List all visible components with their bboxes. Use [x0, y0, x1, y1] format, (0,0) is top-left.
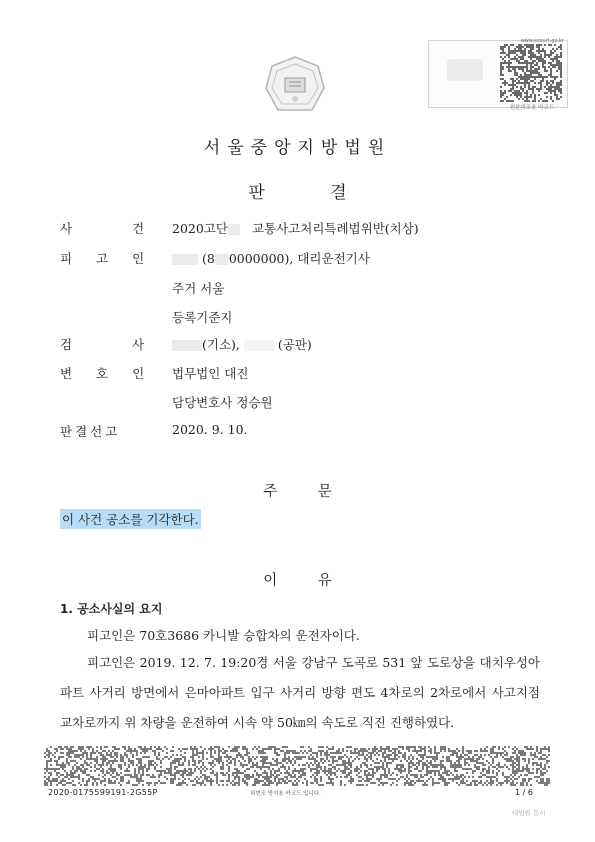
order-title: 주 문 [263, 484, 332, 500]
court-name: 서울중앙지방법원 [203, 138, 392, 158]
reasons-heading: 1. 공소사실의 요지 [60, 602, 163, 616]
watermark: 대법원 문서 [512, 809, 546, 817]
case-number-prefix: 2020고단 [172, 221, 228, 236]
page-number: 1 / 6 [515, 788, 533, 797]
case-label: 사 건 [60, 221, 145, 236]
prosecutor-names [172, 335, 312, 353]
sentence-date: 2020. 9. 10. [172, 422, 248, 437]
defendant-label: 피 고 인 [60, 251, 145, 266]
reasons-paragraph-2-text: 피고인은 2019. 12. 7. 19:20경 서울 강남구 도곡로 531 앞 도로상을 대치우성아파트 사거리 방면에서 은마아파트 입구 사거리 방향 편도 4차로의 2차로에서 사고지점 교차로까지 위 차량을 운전하여 시속 약 50㎞의 속도로 직진 진행하였다. [60, 655, 540, 730]
reasons-paragraph-2 [60, 648, 540, 738]
qr-url: www.scourt.go.kr [520, 38, 564, 44]
case-number [172, 219, 419, 237]
anti-forgery-barcode-icon [44, 746, 550, 786]
defendant-address: 주거 서울 [172, 281, 225, 296]
verification-barcode-icon [500, 44, 562, 102]
qr-label: 원본대조용 바코드 [509, 105, 555, 111]
sentence-label: 판결선고 [60, 424, 121, 439]
case-name: 교통사고처리특례법위반(치상) [251, 221, 419, 236]
reasons-paragraph-1 [60, 621, 540, 651]
counsel-firm: 법무법인 대진 [172, 366, 249, 381]
reasons-paragraph-1-text: 피고인은 70호3686 카니발 승합차의 운전자이다. [87, 628, 360, 643]
defendant-identity [172, 249, 370, 267]
defendant-registered: 등록기준지 [172, 310, 233, 325]
document-title: 판 결 [248, 183, 347, 203]
prosecutor-label: 검 사 [60, 337, 145, 352]
counsel-lawyer: 담당변호사 정승원 [172, 395, 273, 410]
reasons-title: 이 유 [263, 573, 332, 589]
counsel-label: 변 호 인 [60, 366, 145, 381]
barcode-note: 위변조 방지용 바코드 입니다. [250, 791, 321, 797]
defendant-id-open: (8 [201, 251, 215, 266]
defendant-id-tail: 0000000), [228, 251, 294, 266]
document-id: 2020-0175599191-2G55P [48, 788, 158, 797]
prosecutor-role-1: (기소), [202, 337, 240, 352]
prosecutor-role-2: (공판) [277, 337, 312, 352]
defendant-occupation: 대리운전기사 [297, 251, 370, 266]
order-text: 이 사건 공소를 기각한다. [60, 509, 201, 529]
court-seal-icon [263, 54, 327, 118]
